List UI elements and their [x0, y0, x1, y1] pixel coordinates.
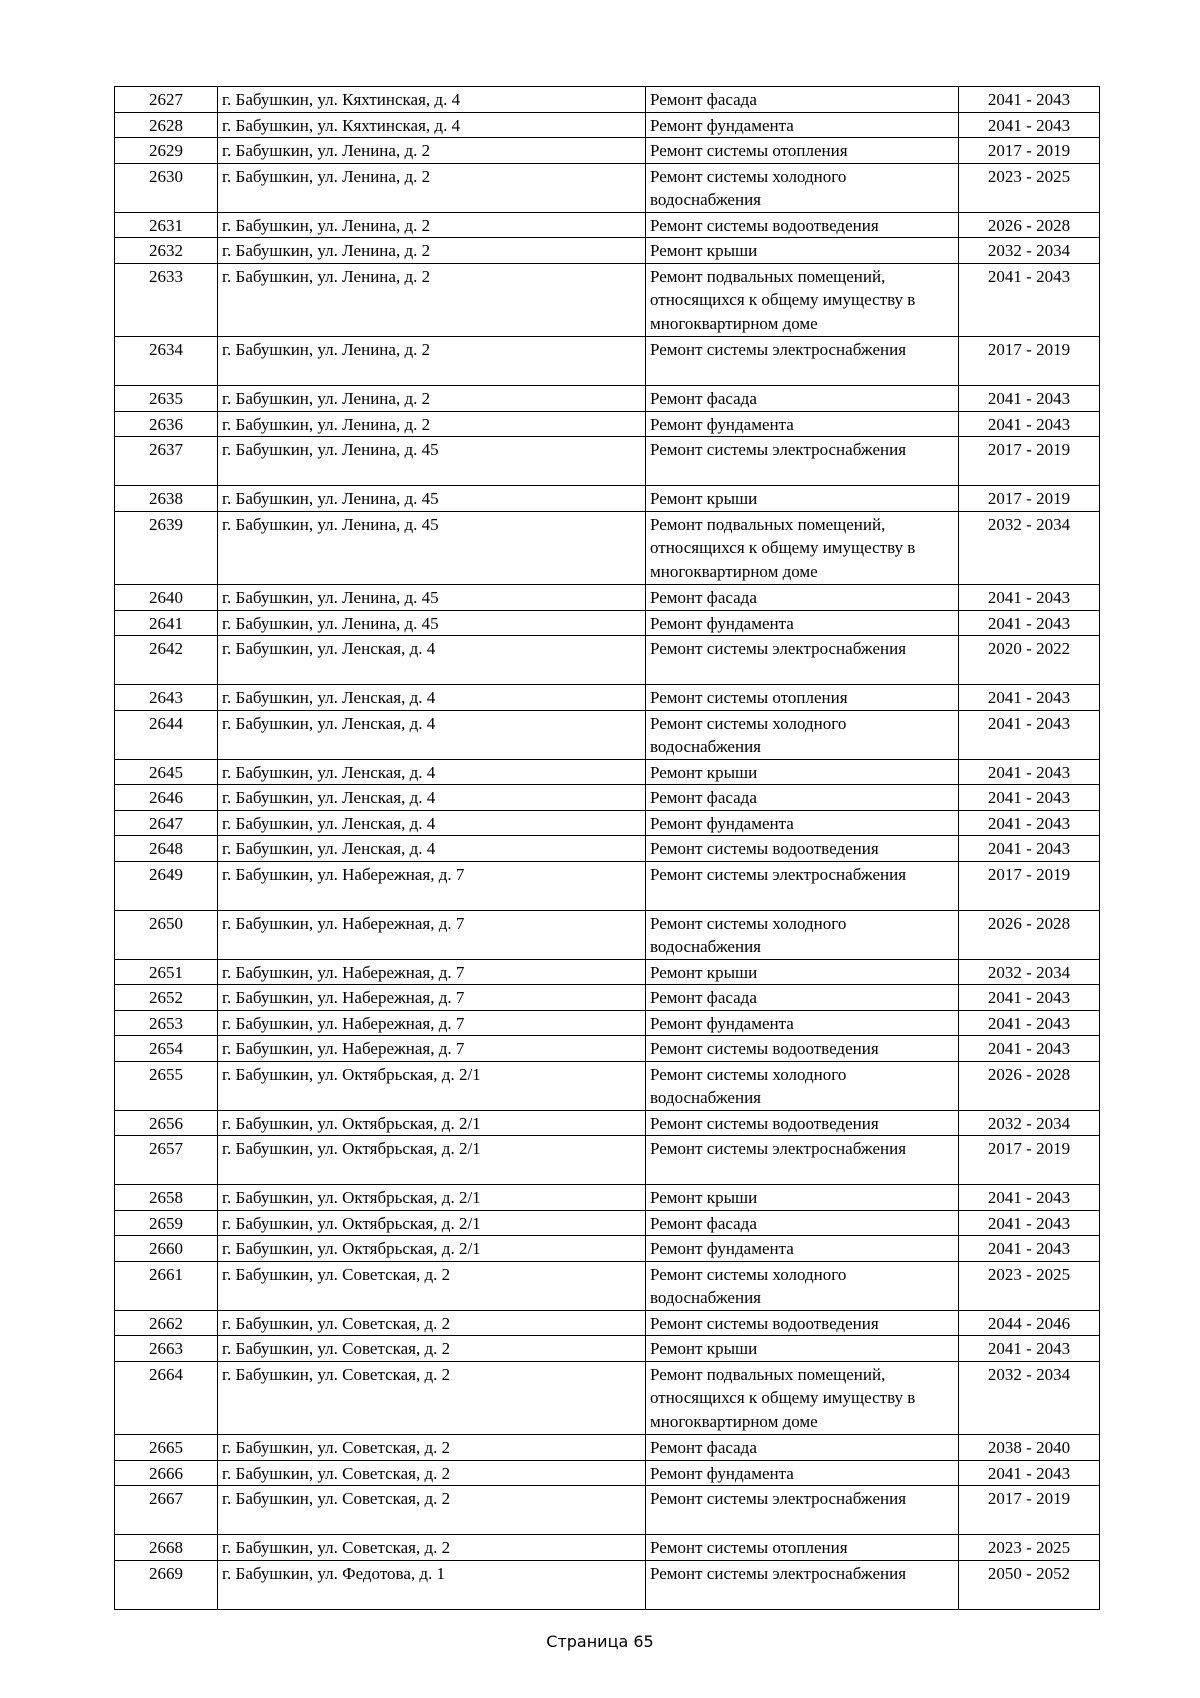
table-row	[115, 1535, 1100, 1561]
work-type-cell: Ремонт системы электроснабжения	[646, 437, 959, 486]
period-cell: 2041 - 2043	[959, 1336, 1100, 1362]
table-row	[115, 985, 1100, 1011]
address-cell: г. Бабушкин, ул. Октябрьская, д. 2/1	[218, 1210, 646, 1236]
period-cell: 2026 - 2028	[959, 1061, 1100, 1110]
table-row	[115, 263, 1100, 337]
row-number-cell: 2638	[115, 486, 218, 512]
work-type-cell: Ремонт системы холодного водоснабжения	[646, 710, 959, 759]
table-row	[115, 1310, 1100, 1336]
address-cell: г. Бабушкин, ул. Набережная, д. 7	[218, 1036, 646, 1062]
row-number-cell: 2629	[115, 138, 218, 164]
address-cell: г. Бабушкин, ул. Набережная, д. 7	[218, 861, 646, 910]
period-cell: 2032 - 2034	[959, 1110, 1100, 1136]
address-cell: г. Бабушкин, ул. Набережная, д. 7	[218, 1010, 646, 1036]
work-type-cell: Ремонт фундамента	[646, 411, 959, 437]
address-cell: г. Бабушкин, ул. Ленина, д. 2	[218, 411, 646, 437]
table-row	[115, 1036, 1100, 1062]
work-type-cell: Ремонт системы отопления	[646, 1535, 959, 1561]
address-cell: г. Бабушкин, ул. Советская, д. 2	[218, 1361, 646, 1435]
table-row	[115, 437, 1100, 486]
period-cell: 2041 - 2043	[959, 759, 1100, 785]
period-cell: 2026 - 2028	[959, 212, 1100, 238]
row-number-cell: 2631	[115, 212, 218, 238]
address-cell: г. Бабушкин, ул. Октябрьская, д. 2/1	[218, 1185, 646, 1211]
address-cell: г. Бабушкин, ул. Кяхтинская, д. 4	[218, 112, 646, 138]
table-row	[115, 1210, 1100, 1236]
work-type-cell: Ремонт системы отопления	[646, 138, 959, 164]
period-cell: 2017 - 2019	[959, 1136, 1100, 1185]
period-cell: 2017 - 2019	[959, 1486, 1100, 1535]
table-body	[115, 87, 1100, 1610]
work-type-cell: Ремонт крыши	[646, 759, 959, 785]
period-cell: 2041 - 2043	[959, 785, 1100, 811]
period-cell: 2041 - 2043	[959, 1460, 1100, 1486]
table-row	[115, 759, 1100, 785]
row-number-cell: 2627	[115, 87, 218, 113]
address-cell: г. Бабушкин, ул. Советская, д. 2	[218, 1261, 646, 1310]
period-cell: 2041 - 2043	[959, 1010, 1100, 1036]
row-number-cell: 2644	[115, 710, 218, 759]
work-type-cell: Ремонт системы холодного водоснабжения	[646, 163, 959, 212]
period-cell: 2041 - 2043	[959, 810, 1100, 836]
work-type-cell: Ремонт системы электроснабжения	[646, 337, 959, 386]
table-row	[115, 836, 1100, 862]
table-row	[115, 585, 1100, 611]
row-number-cell: 2663	[115, 1336, 218, 1362]
row-number-cell: 2666	[115, 1460, 218, 1486]
work-type-cell: Ремонт фасада	[646, 585, 959, 611]
period-cell: 2023 - 2025	[959, 163, 1100, 212]
period-cell: 2032 - 2034	[959, 959, 1100, 985]
period-cell: 2032 - 2034	[959, 238, 1100, 264]
work-type-cell: Ремонт подвальных помещений, относящихся к общему имуществу в многоквартирном доме	[646, 1361, 959, 1435]
period-cell: 2038 - 2040	[959, 1435, 1100, 1461]
address-cell: г. Бабушкин, ул. Октябрьская, д. 2/1	[218, 1110, 646, 1136]
row-number-cell: 2639	[115, 511, 218, 585]
work-type-cell: Ремонт крыши	[646, 238, 959, 264]
period-cell: 2041 - 2043	[959, 386, 1100, 412]
work-type-cell: Ремонт фундамента	[646, 610, 959, 636]
table-row	[115, 1110, 1100, 1136]
row-number-cell: 2646	[115, 785, 218, 811]
row-number-cell: 2656	[115, 1110, 218, 1136]
address-cell: г. Бабушкин, ул. Советская, д. 2	[218, 1310, 646, 1336]
row-number-cell: 2658	[115, 1185, 218, 1211]
work-type-cell: Ремонт фундамента	[646, 1236, 959, 1262]
address-cell: г. Бабушкин, ул. Ленина, д. 2	[218, 212, 646, 238]
work-type-cell: Ремонт системы водоотведения	[646, 1036, 959, 1062]
address-cell: г. Бабушкин, ул. Федотова, д. 1	[218, 1560, 646, 1609]
address-cell: г. Бабушкин, ул. Ленина, д. 45	[218, 585, 646, 611]
period-cell: 2026 - 2028	[959, 910, 1100, 959]
table-row	[115, 511, 1100, 585]
row-number-cell: 2654	[115, 1036, 218, 1062]
row-number-cell: 2664	[115, 1361, 218, 1435]
address-cell: г. Бабушкин, ул. Ленина, д. 2	[218, 337, 646, 386]
row-number-cell: 2652	[115, 985, 218, 1011]
period-cell: 2041 - 2043	[959, 263, 1100, 337]
table-row	[115, 1061, 1100, 1110]
period-cell: 2017 - 2019	[959, 486, 1100, 512]
table-row	[115, 87, 1100, 113]
period-cell: 2041 - 2043	[959, 710, 1100, 759]
work-type-cell: Ремонт фундамента	[646, 112, 959, 138]
table-row	[115, 1361, 1100, 1435]
table-row	[115, 1261, 1100, 1310]
row-number-cell: 2653	[115, 1010, 218, 1036]
row-number-cell: 2659	[115, 1210, 218, 1236]
work-type-cell: Ремонт системы водоотведения	[646, 1110, 959, 1136]
address-cell: г. Бабушкин, ул. Советская, д. 2	[218, 1460, 646, 1486]
row-number-cell: 2661	[115, 1261, 218, 1310]
work-type-cell: Ремонт фундамента	[646, 810, 959, 836]
row-number-cell: 2660	[115, 1236, 218, 1262]
address-cell: г. Бабушкин, ул. Ленина, д. 2	[218, 163, 646, 212]
work-type-cell: Ремонт системы электроснабжения	[646, 1136, 959, 1185]
table-row	[115, 910, 1100, 959]
table-row	[115, 112, 1100, 138]
address-cell: г. Бабушкин, ул. Советская, д. 2	[218, 1435, 646, 1461]
address-cell: г. Бабушкин, ул. Кяхтинская, д. 4	[218, 87, 646, 113]
table-row	[115, 386, 1100, 412]
address-cell: г. Бабушкин, ул. Октябрьская, д. 2/1	[218, 1061, 646, 1110]
address-cell: г. Бабушкин, ул. Ленская, д. 4	[218, 636, 646, 685]
address-cell: г. Бабушкин, ул. Ленина, д. 2	[218, 263, 646, 337]
table-row	[115, 1010, 1100, 1036]
work-type-cell: Ремонт системы электроснабжения	[646, 861, 959, 910]
table-row	[115, 163, 1100, 212]
period-cell: 2041 - 2043	[959, 411, 1100, 437]
row-number-cell: 2637	[115, 437, 218, 486]
address-cell: г. Бабушкин, ул. Ленина, д. 45	[218, 511, 646, 585]
table-row	[115, 810, 1100, 836]
address-cell: г. Бабушкин, ул. Советская, д. 2	[218, 1535, 646, 1561]
row-number-cell: 2655	[115, 1061, 218, 1110]
row-number-cell: 2648	[115, 836, 218, 862]
work-type-cell: Ремонт системы водоотведения	[646, 836, 959, 862]
work-type-cell: Ремонт системы электроснабжения	[646, 1560, 959, 1609]
period-cell: 2023 - 2025	[959, 1535, 1100, 1561]
row-number-cell: 2650	[115, 910, 218, 959]
period-cell: 2032 - 2034	[959, 1361, 1100, 1435]
row-number-cell: 2645	[115, 759, 218, 785]
row-number-cell: 2628	[115, 112, 218, 138]
period-cell: 2044 - 2046	[959, 1310, 1100, 1336]
work-type-cell: Ремонт фасада	[646, 1435, 959, 1461]
period-cell: 2020 - 2022	[959, 636, 1100, 685]
address-cell: г. Бабушкин, ул. Советская, д. 2	[218, 1336, 646, 1362]
period-cell: 2041 - 2043	[959, 112, 1100, 138]
row-number-cell: 2635	[115, 386, 218, 412]
work-type-cell: Ремонт фасада	[646, 985, 959, 1011]
row-number-cell: 2668	[115, 1535, 218, 1561]
work-type-cell: Ремонт фасада	[646, 386, 959, 412]
row-number-cell: 2667	[115, 1486, 218, 1535]
work-type-cell: Ремонт крыши	[646, 1336, 959, 1362]
table-row	[115, 212, 1100, 238]
row-number-cell: 2636	[115, 411, 218, 437]
address-cell: г. Бабушкин, ул. Ленская, д. 4	[218, 685, 646, 711]
address-cell: г. Бабушкин, ул. Набережная, д. 7	[218, 959, 646, 985]
row-number-cell: 2657	[115, 1136, 218, 1185]
work-type-cell: Ремонт системы отопления	[646, 685, 959, 711]
period-cell: 2032 - 2034	[959, 511, 1100, 585]
address-cell: г. Бабушкин, ул. Ленина, д. 45	[218, 486, 646, 512]
work-type-cell: Ремонт системы электроснабжения	[646, 1486, 959, 1535]
period-cell: 2017 - 2019	[959, 437, 1100, 486]
row-number-cell: 2647	[115, 810, 218, 836]
period-cell: 2041 - 2043	[959, 836, 1100, 862]
row-number-cell: 2669	[115, 1560, 218, 1609]
work-type-cell: Ремонт фасада	[646, 1210, 959, 1236]
address-cell: г. Бабушкин, ул. Набережная, д. 7	[218, 985, 646, 1011]
period-cell: 2017 - 2019	[959, 138, 1100, 164]
table-row	[115, 710, 1100, 759]
table-row	[115, 861, 1100, 910]
table-row	[115, 486, 1100, 512]
table-row	[115, 337, 1100, 386]
table-row	[115, 1185, 1100, 1211]
row-number-cell: 2662	[115, 1310, 218, 1336]
work-type-cell: Ремонт фундамента	[646, 1010, 959, 1036]
table-row	[115, 610, 1100, 636]
work-type-cell: Ремонт фасада	[646, 785, 959, 811]
address-cell: г. Бабушкин, ул. Ленина, д. 45	[218, 610, 646, 636]
row-number-cell: 2634	[115, 337, 218, 386]
table-row	[115, 1336, 1100, 1362]
row-number-cell: 2643	[115, 685, 218, 711]
table-row	[115, 785, 1100, 811]
address-cell: г. Бабушкин, ул. Ленина, д. 2	[218, 386, 646, 412]
address-cell: г. Бабушкин, ул. Ленина, д. 45	[218, 437, 646, 486]
period-cell: 2041 - 2043	[959, 985, 1100, 1011]
address-cell: г. Бабушкин, ул. Ленская, д. 4	[218, 836, 646, 862]
period-cell: 2041 - 2043	[959, 1210, 1100, 1236]
row-number-cell: 2630	[115, 163, 218, 212]
table-row	[115, 1486, 1100, 1535]
row-number-cell: 2642	[115, 636, 218, 685]
address-cell: г. Бабушкин, ул. Октябрьская, д. 2/1	[218, 1236, 646, 1262]
period-cell: 2017 - 2019	[959, 861, 1100, 910]
work-type-cell: Ремонт системы электроснабжения	[646, 636, 959, 685]
address-cell: г. Бабушкин, ул. Советская, д. 2	[218, 1486, 646, 1535]
work-type-cell: Ремонт системы холодного водоснабжения	[646, 910, 959, 959]
table-row	[115, 238, 1100, 264]
work-type-cell: Ремонт крыши	[646, 959, 959, 985]
table-row	[115, 1560, 1100, 1609]
row-number-cell: 2641	[115, 610, 218, 636]
period-cell: 2041 - 2043	[959, 1236, 1100, 1262]
repair-schedule-table	[114, 86, 1100, 1610]
address-cell: г. Бабушкин, ул. Ленская, д. 4	[218, 710, 646, 759]
work-type-cell: Ремонт крыши	[646, 1185, 959, 1211]
address-cell: г. Бабушкин, ул. Ленская, д. 4	[218, 759, 646, 785]
address-cell: г. Бабушкин, ул. Ленина, д. 2	[218, 238, 646, 264]
row-number-cell: 2632	[115, 238, 218, 264]
period-cell: 2041 - 2043	[959, 1036, 1100, 1062]
address-cell: г. Бабушкин, ул. Ленская, д. 4	[218, 810, 646, 836]
work-type-cell: Ремонт фасада	[646, 87, 959, 113]
table-row	[115, 411, 1100, 437]
row-number-cell: 2640	[115, 585, 218, 611]
row-number-cell: 2633	[115, 263, 218, 337]
address-cell: г. Бабушкин, ул. Набережная, д. 7	[218, 910, 646, 959]
table-row	[115, 1460, 1100, 1486]
row-number-cell: 2649	[115, 861, 218, 910]
period-cell: 2017 - 2019	[959, 337, 1100, 386]
address-cell: г. Бабушкин, ул. Октябрьская, д. 2/1	[218, 1136, 646, 1185]
work-type-cell: Ремонт системы водоотведения	[646, 1310, 959, 1336]
work-type-cell: Ремонт подвальных помещений, относящихся к общему имуществу в многоквартирном доме	[646, 263, 959, 337]
table-row	[115, 636, 1100, 685]
work-type-cell: Ремонт подвальных помещений, относящихся к общему имуществу в многоквартирном доме	[646, 511, 959, 585]
table-row	[115, 959, 1100, 985]
period-cell: 2023 - 2025	[959, 1261, 1100, 1310]
period-cell: 2041 - 2043	[959, 87, 1100, 113]
address-cell: г. Бабушкин, ул. Ленская, д. 4	[218, 785, 646, 811]
row-number-cell: 2665	[115, 1435, 218, 1461]
work-type-cell: Ремонт фундамента	[646, 1460, 959, 1486]
work-type-cell: Ремонт системы холодного водоснабжения	[646, 1061, 959, 1110]
page-number: Страница 65	[546, 1632, 654, 1651]
table-row	[115, 1435, 1100, 1461]
period-cell: 2041 - 2043	[959, 1185, 1100, 1211]
period-cell: 2041 - 2043	[959, 585, 1100, 611]
period-cell: 2050 - 2052	[959, 1560, 1100, 1609]
table-row	[115, 1136, 1100, 1185]
table-row	[115, 685, 1100, 711]
work-type-cell: Ремонт системы водоотведения	[646, 212, 959, 238]
table-row	[115, 1236, 1100, 1262]
period-cell: 2041 - 2043	[959, 610, 1100, 636]
address-cell: г. Бабушкин, ул. Ленина, д. 2	[218, 138, 646, 164]
work-type-cell: Ремонт крыши	[646, 486, 959, 512]
work-type-cell: Ремонт системы холодного водоснабжения	[646, 1261, 959, 1310]
row-number-cell: 2651	[115, 959, 218, 985]
period-cell: 2041 - 2043	[959, 685, 1100, 711]
table-row	[115, 138, 1100, 164]
